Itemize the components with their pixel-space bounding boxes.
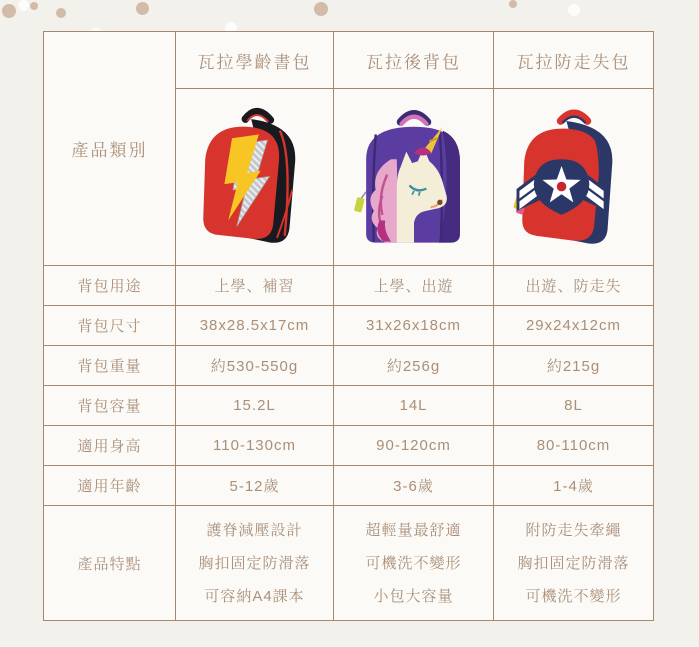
usage-value-2: 上學、出遊 (334, 266, 494, 306)
size-value-3: 29x24x12cm (494, 306, 654, 346)
star-backpack-image (507, 96, 641, 258)
decor-dot (18, 0, 29, 11)
usage-label: 背包用途 (44, 266, 176, 306)
height-value-1: 110-130cm (176, 426, 334, 466)
capacity-value-3: 8L (494, 386, 654, 426)
height-value-3: 80-110cm (494, 426, 654, 466)
product-image-cell-1 (176, 89, 334, 266)
age-value-2: 3-6歲 (334, 466, 494, 506)
age-label: 適用年齡 (44, 466, 176, 506)
usage-value-1: 上學、補習 (176, 266, 334, 306)
feature-line: 胸扣固定防滑落 (517, 554, 630, 572)
features-value-3 (494, 506, 654, 621)
lightning-backpack-image (188, 96, 322, 258)
decor-dot (314, 2, 328, 16)
decor-dot (568, 4, 580, 16)
features-value-1 (176, 506, 334, 621)
feature-line: 護脊減壓設計 (206, 521, 303, 539)
decor-dot (56, 8, 66, 18)
weight-value-2: 約256g (334, 346, 494, 386)
feature-line: 可機洗不變形 (525, 587, 622, 605)
height-label: 適用身高 (44, 426, 176, 466)
feature-line: 超輕量最舒適 (365, 521, 462, 539)
features-label: 產品特點 (44, 506, 176, 621)
category-header-cell (44, 32, 176, 266)
product-name-1: 瓦拉學齡書包 (176, 32, 334, 89)
size-value-1: 38x28.5x17cm (176, 306, 334, 346)
size-value-2: 31x26x18cm (334, 306, 494, 346)
product-name-3: 瓦拉防走失包 (494, 32, 654, 89)
product-comparison-table (43, 31, 654, 621)
product-image-cell-3 (494, 89, 654, 266)
weight-label: 背包重量 (44, 346, 176, 386)
decor-dot (30, 2, 38, 10)
capacity-label: 背包容量 (44, 386, 176, 426)
feature-line: 可機洗不變形 (365, 554, 462, 572)
capacity-value-1: 15.2L (176, 386, 334, 426)
height-value-2: 90-120cm (334, 426, 494, 466)
weight-value-1: 約530-550g (176, 346, 334, 386)
decor-dot (136, 2, 149, 15)
feature-line: 附防走失牽繩 (525, 521, 622, 539)
decor-dot (2, 4, 16, 18)
features-value-2 (334, 506, 494, 621)
capacity-value-2: 14L (334, 386, 494, 426)
size-label: 背包尺寸 (44, 306, 176, 346)
weight-value-3: 約215g (494, 346, 654, 386)
feature-line: 小包大容量 (373, 587, 454, 605)
decor-dot (509, 0, 517, 8)
product-image-cell-2 (334, 89, 494, 266)
category-header-label: 產品類別 (71, 141, 148, 160)
unicorn-backpack-image (347, 96, 481, 258)
product-name-2: 瓦拉後背包 (334, 32, 494, 89)
feature-line: 可容納A4課本 (204, 587, 305, 605)
age-value-1: 5-12歲 (176, 466, 334, 506)
feature-line: 胸扣固定防滑落 (198, 554, 311, 572)
age-value-3: 1-4歲 (494, 466, 654, 506)
usage-value-3: 出遊、防走失 (494, 266, 654, 306)
